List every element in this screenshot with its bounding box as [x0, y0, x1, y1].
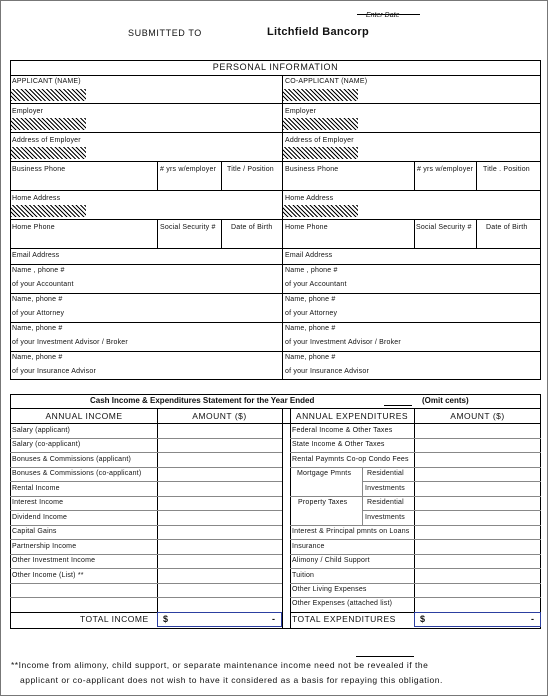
- co-address-employer-field[interactable]: Address of Employer: [285, 137, 354, 144]
- exp-item-property-residential: Residential: [367, 499, 404, 506]
- co-accountant-field[interactable]: of your Accountant: [285, 281, 347, 288]
- co-insurance-advisor-label: Name, phone #: [285, 354, 336, 361]
- co-applicant-name-field[interactable]: CO-APPLICANT (NAME): [285, 78, 368, 85]
- omit-cents-note: (Omit cents): [422, 396, 469, 405]
- total-income-dash: -: [272, 614, 275, 624]
- address-employer-field[interactable]: Address of Employer: [12, 137, 81, 144]
- total-income-label: TOTAL INCOME: [80, 614, 149, 624]
- income-item-other-investment: Other Investment Income: [12, 557, 96, 564]
- accountant-field[interactable]: of your Accountant: [12, 281, 74, 288]
- exp-item-mortgage: Mortgage Pmnts: [297, 470, 352, 477]
- attorney-label: Name, phone #: [12, 296, 63, 303]
- home-phone-field[interactable]: Home Phone: [12, 224, 55, 231]
- hatch-address-employer: [11, 147, 86, 159]
- insurance-advisor-label: Name, phone #: [12, 354, 63, 361]
- accountant-label: Name , phone #: [12, 267, 65, 274]
- co-home-phone-field[interactable]: Home Phone: [285, 224, 328, 231]
- footnote-line-2: applicant or co-applicant does not wish to have it considered as a basis for repaying this obligation.: [20, 675, 443, 685]
- expenditure-amount-header: AMOUNT ($): [450, 411, 505, 421]
- total-expenditures-label: TOTAL EXPENDITURES: [292, 614, 396, 624]
- co-yrs-employer-field[interactable]: # yrs w/employer: [417, 166, 474, 173]
- exp-item-property-investments: Investments: [365, 514, 405, 521]
- income-item-capital-gains: Capital Gains: [12, 528, 57, 535]
- hatch-co-home-address: [283, 205, 358, 217]
- exp-item-alimony: Alimony / Child Support: [292, 557, 370, 564]
- footnote-line-1: **Income from alimony, child support, or separate maintenance income need not be revealed if the: [11, 660, 429, 670]
- income-item-interest: Interest Income: [12, 499, 64, 506]
- exp-item-federal: Federal Income & Other Taxes: [292, 427, 393, 434]
- income-item-other-list: Other Income (List) **: [12, 572, 84, 579]
- home-address-field[interactable]: Home Address: [12, 195, 61, 202]
- income-item-salary-co-applicant: Salary (co-applicant): [12, 441, 81, 448]
- exp-item-tuition: Tuition: [292, 572, 315, 579]
- employer-field[interactable]: Employer: [12, 108, 44, 115]
- income-item-bonuses-applicant: Bonuses & Commissions (applicant): [12, 456, 132, 463]
- total-expenditures-dollar: $: [420, 614, 426, 624]
- exp-item-rental: Rental Paymnts Co-op Condo Fees: [292, 456, 409, 463]
- co-accountant-label: Name , phone #: [285, 267, 338, 274]
- cash-statement-title: Cash Income & Expenditures Statement for the Year Ended: [90, 396, 315, 405]
- year-ended-line: [384, 405, 412, 406]
- co-attorney-field[interactable]: of your Attorney: [285, 310, 338, 317]
- total-income-field[interactable]: [157, 612, 282, 627]
- hatch-employer: [11, 118, 86, 130]
- annual-expenditures-header: ANNUAL EXPENDITURES: [295, 411, 409, 421]
- exp-item-other: Other Expenses (attached list): [292, 600, 393, 607]
- income-item-salary-applicant: Salary (applicant): [12, 427, 71, 434]
- footnote-divider: [356, 656, 414, 657]
- total-expenditures-field[interactable]: [414, 612, 541, 627]
- exp-item-mortgage-residential: Residential: [367, 470, 404, 477]
- exp-item-state: State Income & Other Taxes: [292, 441, 385, 448]
- enter-date-label: Enter Date: [366, 12, 400, 19]
- co-advisor-field[interactable]: of your Investment Advisor / Broker: [285, 339, 401, 346]
- title-position-field[interactable]: Title / Position: [227, 166, 274, 173]
- attorney-field[interactable]: of your Attorney: [12, 310, 65, 317]
- dob-field[interactable]: Date of Birth: [231, 224, 273, 231]
- income-item-rental: Rental Income: [12, 485, 60, 492]
- total-expenditures-dash: -: [531, 614, 534, 624]
- co-business-phone-field[interactable]: Business Phone: [285, 166, 339, 173]
- advisor-label: Name, phone #: [12, 325, 63, 332]
- hatch-applicant-name: [11, 89, 86, 101]
- income-item-partnership: Partnership Income: [12, 543, 77, 550]
- submitted-to-label: SUBMITTED TO: [128, 28, 202, 38]
- exp-item-living: Other Living Expenses: [292, 586, 367, 593]
- bank-name: Litchfield Bancorp: [267, 26, 369, 38]
- hatch-co-address-employer: [283, 147, 358, 159]
- co-title-position-field[interactable]: Title . Position: [483, 166, 530, 173]
- hatch-co-applicant-name: [283, 89, 358, 101]
- co-advisor-label: Name, phone #: [285, 325, 336, 332]
- yrs-employer-field[interactable]: # yrs w/employer: [160, 166, 217, 173]
- exp-item-insurance: Insurance: [292, 543, 325, 550]
- exp-item-mortgage-investments: Investments: [365, 485, 405, 492]
- email-field[interactable]: Email Address: [12, 252, 60, 259]
- applicant-name-field[interactable]: APPLICANT (NAME): [12, 78, 81, 85]
- hatch-co-employer: [283, 118, 358, 130]
- co-dob-field[interactable]: Date of Birth: [486, 224, 528, 231]
- exp-item-property-taxes: Property Taxes: [298, 499, 348, 506]
- business-phone-field[interactable]: Business Phone: [12, 166, 66, 173]
- income-item-bonuses-co-applicant: Bonuses & Commissions (co-applicant): [12, 470, 142, 477]
- co-email-field[interactable]: Email Address: [285, 252, 333, 259]
- total-income-dollar: $: [163, 614, 169, 624]
- income-item-dividend: Dividend Income: [12, 514, 68, 521]
- hatch-home-address: [11, 205, 86, 217]
- co-ssn-field[interactable]: Social Security #: [416, 224, 472, 231]
- co-employer-field[interactable]: Employer: [285, 108, 317, 115]
- personal-info-section: [10, 60, 541, 380]
- annual-income-header: ANNUAL INCOME: [45, 411, 123, 421]
- personal-info-title: PERSONAL INFORMATION: [212, 62, 339, 72]
- cash-statement-section: [10, 394, 541, 629]
- insurance-advisor-field[interactable]: of your Insurance Advisor: [12, 368, 96, 375]
- income-amount-header: AMOUNT ($): [192, 411, 247, 421]
- co-attorney-label: Name, phone #: [285, 296, 336, 303]
- co-home-address-field[interactable]: Home Address: [285, 195, 334, 202]
- exp-item-loans: Interest & Principal pmnts on Loans: [292, 528, 410, 535]
- advisor-field[interactable]: of your Investment Advisor / Broker: [12, 339, 128, 346]
- co-insurance-advisor-field[interactable]: of your Insurance Advisor: [285, 368, 369, 375]
- ssn-field[interactable]: Social Security #: [160, 224, 216, 231]
